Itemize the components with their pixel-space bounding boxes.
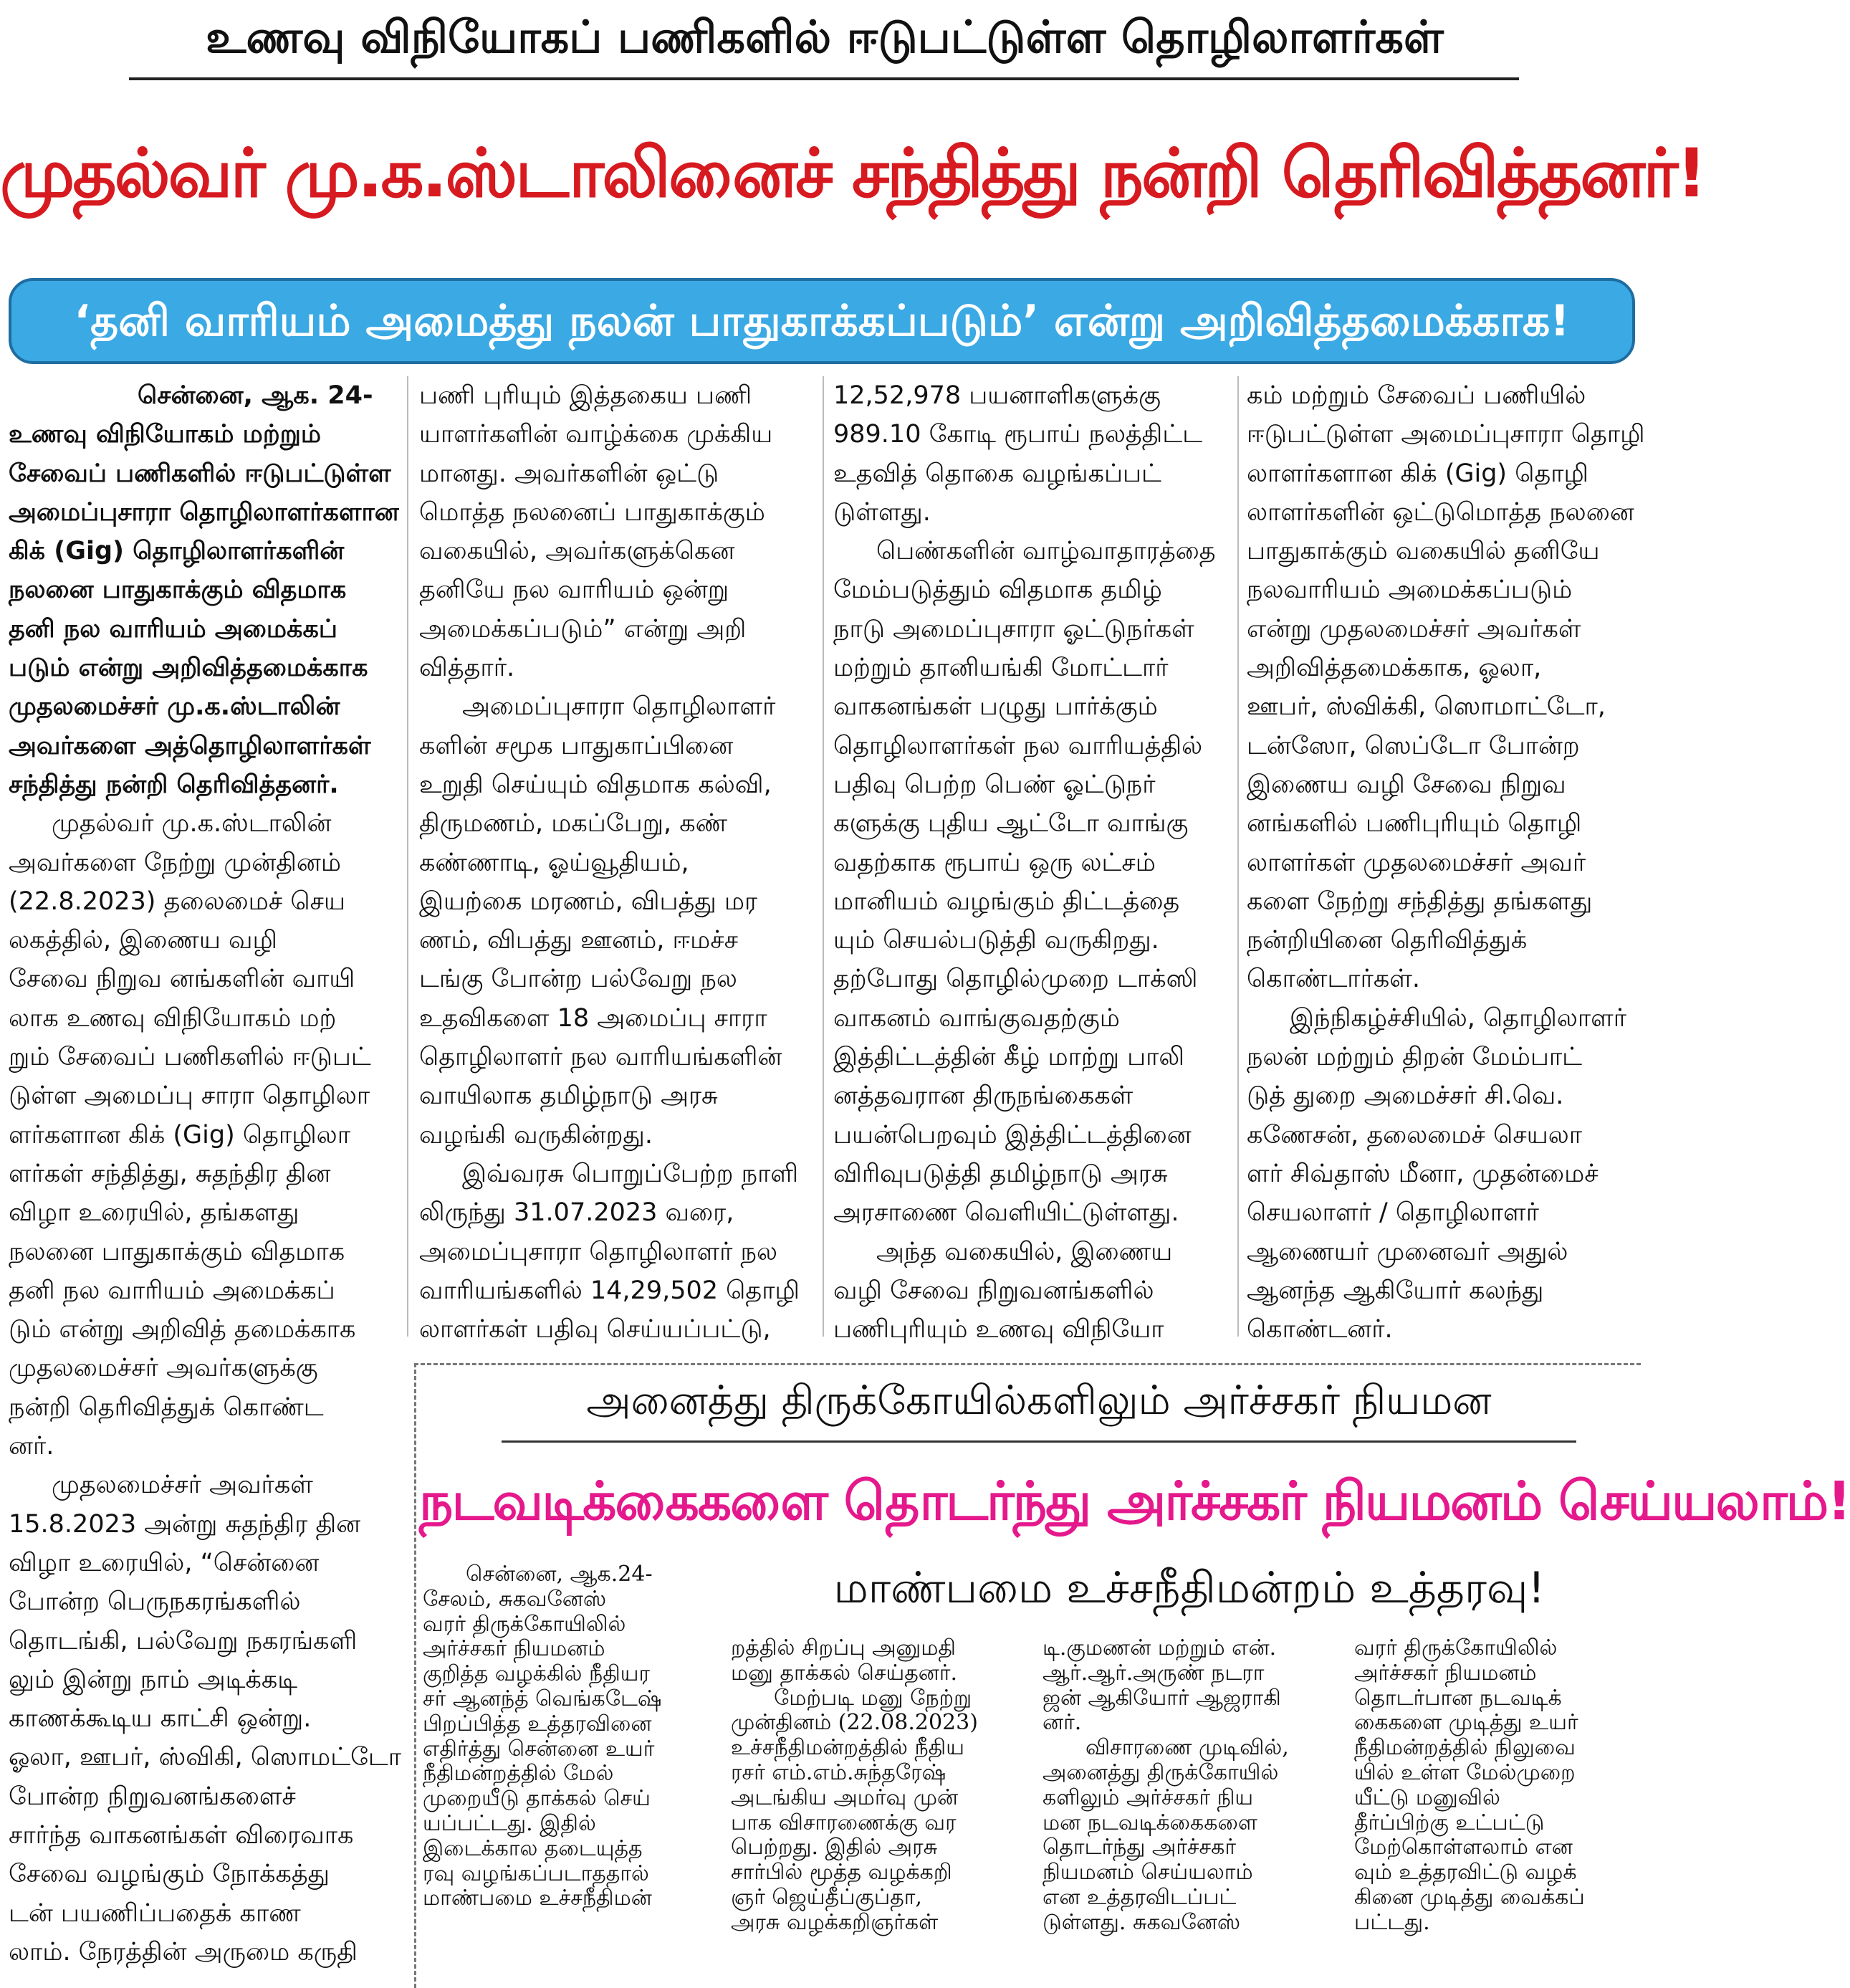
text-line: சார்பில் மூத்த வழக்கறி — [731, 1860, 952, 1886]
text-line: யாளர்களின் வாழ்க்கை முக்கிய — [419, 420, 773, 449]
text-line: 12,52,978 பயனாளிகளுக்கு — [833, 381, 1161, 410]
text-line: டன் பயணிப்பதைக் காண — [9, 1898, 301, 1928]
text-line: முதலமைச்சர் மு.க.ஸ்டாலின் — [9, 692, 340, 722]
text-line: டுத் துறை அமைச்சர் சி.வெ. — [1247, 1081, 1564, 1111]
main-article-column-2 — [419, 376, 813, 1349]
text-line: தொடங்கி, பல்வேறு நகரங்களி — [9, 1626, 358, 1655]
text-line: லகத்தில், இணைய வழி — [9, 926, 278, 955]
text-line: போன்ற பெருநகரங்களில் — [9, 1587, 301, 1617]
text-line: குறித்த வழக்கில் நீதியர — [423, 1661, 650, 1687]
text-line: மேற்கொள்ளலாம் என — [1354, 1835, 1573, 1860]
text-line: றும் சேவைப் பணிகளில் ஈடுபட் — [9, 1043, 371, 1072]
text-line: னங்களில் பணிபுரியும் தொழி — [1247, 809, 1582, 838]
text-line: பிறப்பித்த உத்தரவினை — [423, 1711, 652, 1736]
text-line: டங்கு போன்ற பல்வேறு நல — [419, 965, 737, 994]
text-line: அனைத்து திருக்கோயில் — [1043, 1759, 1279, 1785]
text-line: மன நடவடிக்கைகளை — [1043, 1810, 1257, 1835]
text-line: செயலாளர் / தொழிலாளர் — [1247, 1198, 1539, 1228]
text-line: மானது. அவர்களின் ஒட்டு — [419, 459, 719, 488]
text-line: சென்னை, ஆக.24- — [466, 1562, 653, 1587]
text-line: ஈடுபட்டுள்ள அமைப்புசாரா தொழி — [1247, 420, 1645, 449]
text-line: ஞர் ஜெய்தீப்குப்தா, — [731, 1884, 922, 1910]
text-line: இடைக்கால தடையுத்த — [423, 1835, 643, 1861]
text-line: லாம். நேரத்தின் அருமை கருதி — [9, 1937, 358, 1967]
text-line: எதிர்த்து சென்னை உயர் — [423, 1736, 655, 1762]
text-line: மொத்த நலனைப் பாதுகாக்கும் — [419, 497, 765, 527]
text-line: திருமணம், மகப்பேறு, கண் — [419, 809, 728, 838]
text-line: காணக்கூடிய காட்சி ஒன்று. — [9, 1704, 312, 1734]
text-line: சேவைப் பணிகளில் ஈடுபட்டுள்ள — [9, 459, 391, 488]
text-line: அமைப்புசாரா தொழிலாளர் நல — [419, 1237, 778, 1266]
column-divider — [1237, 376, 1239, 1337]
text-line: வகையில், அவர்களுக்கென — [419, 537, 735, 566]
text-line: தனியே நல வாரியம் ஒன்று — [419, 575, 729, 605]
text-line: பணிபுரியும் உணவு விநியோ — [833, 1315, 1164, 1344]
text-line: றத்தில் சிறப்பு அனுமதி — [731, 1635, 956, 1660]
text-line: அர்ச்சகர் நியமனம் — [423, 1636, 605, 1662]
text-line: வாரியங்களில் 14,29,502 தொழி — [419, 1276, 800, 1305]
text-line: லாளர்கள் முதலமைச்சர் அவர் — [1247, 848, 1586, 877]
text-line: தொழிலாளர்கள் நல வாரியத்தில் — [833, 731, 1203, 760]
text-line: நலனை பாதுகாக்கும் விதமாக — [9, 575, 347, 605]
text-line: மனு தாக்கல் செய்தனர். — [731, 1660, 958, 1686]
text-line: டுள்ள அமைப்பு சாரா தொழிலா — [9, 1081, 370, 1111]
text-line: வழங்கி வருகின்றது. — [419, 1120, 653, 1150]
column-divider — [407, 376, 408, 1337]
text-line: கைகளை முடித்து உயர் — [1354, 1710, 1578, 1736]
text-line: வும் உத்தரவிட்டு வழக் — [1354, 1860, 1577, 1886]
text-line: ளர்களான கிக் (Gig) தொழிலா — [9, 1120, 350, 1150]
text-line: வழி சேவை நிறுவனங்களில் — [833, 1276, 1154, 1305]
text-line: தொடர்பான நடவடிக் — [1354, 1685, 1562, 1711]
text-line: உதவித் தொகை வழங்கப்பட் — [833, 459, 1161, 488]
text-line: மானியம் வழங்கும் திட்டத்தை — [833, 887, 1180, 916]
text-line: கினை முடித்து வைக்கப் — [1354, 1884, 1585, 1910]
second-article-deck: மாண்பமை உச்சநீதிமன்றம் உத்தரவு! — [833, 1563, 1545, 1613]
text-line: முன்தினம் (22.08.2023) — [731, 1710, 978, 1736]
text-line: யீட்டு மனுவில் — [1354, 1784, 1500, 1810]
text-line: சேவை நிறுவ னங்களின் வாயி — [9, 965, 355, 994]
text-line: வித்தார். — [419, 654, 515, 683]
second-article-column-3 — [1043, 1636, 1343, 1936]
text-line: னத்தவரான திருநங்கைகள் — [833, 1081, 1134, 1111]
text-line: சேலம், சுகவனேஸ் — [423, 1586, 607, 1612]
text-line: வரர் திருக்கோயிலில் — [423, 1611, 626, 1637]
second-article-column-2 — [731, 1636, 1032, 1936]
text-line: யும் செயல்படுத்தி வருகிறது. — [833, 926, 1159, 955]
main-article-column-1 — [9, 376, 402, 1972]
text-line: நாடு அமைப்புசாரா ஓட்டுநர்கள் — [833, 614, 1194, 644]
text-line: னர். — [9, 1432, 54, 1461]
text-line: பெண்களின் வாழ்வாதாரத்தை — [876, 537, 1216, 566]
text-line: இந்நிகழ்ச்சியில், தொழிலாளர் — [1290, 1003, 1627, 1033]
text-line: நீதிமன்றத்தில் நிலுவை — [1354, 1735, 1576, 1761]
text-line: விழா உரையில், தங்களது — [9, 1198, 299, 1228]
text-line: களை நேற்று சந்தித்து தங்களது — [1247, 887, 1593, 916]
text-line: டுள்ளது. சுகவனேஸ் — [1043, 1909, 1241, 1935]
text-line: விழா உரையில், “சென்னை — [9, 1548, 320, 1577]
text-line: பயன்பெறவும் இத்திட்டத்தினை — [833, 1120, 1192, 1150]
text-line: விரிவுபடுத்தி தமிழ்நாடு அரசு — [833, 1159, 1168, 1188]
text-line: நலன் மற்றும் திறன் மேம்பாட் — [1247, 1043, 1583, 1072]
text-line: சந்தித்து நன்றி தெரிவித்தனர். — [9, 770, 339, 799]
kicker-underline — [129, 77, 1519, 80]
text-line: கொண்டனர். — [1247, 1315, 1393, 1344]
text-line: டுள்ளது. — [833, 497, 931, 527]
text-line: நலவாரியம் அமைக்கப்படும் — [1247, 575, 1573, 605]
text-line: நியமனம் செய்யலாம் — [1043, 1860, 1253, 1886]
text-line: அடங்கிய அமர்வு முன் — [731, 1784, 959, 1810]
text-line: படும் என்று அறிவித்தமைக்காக — [9, 654, 368, 683]
text-line: சேவை வழங்கும் நோக்கத்து — [9, 1860, 330, 1889]
text-line: ஜன் ஆகியோர் ஆஜராகி — [1043, 1685, 1281, 1711]
text-line: அமைப்புசாரா தொழிலாளர்களான — [9, 497, 399, 527]
text-line: ளர்கள் சந்தித்து, சுதந்திர தின — [9, 1159, 331, 1188]
text-line: பாக விசாரணைக்கு வர — [731, 1810, 957, 1835]
text-line: யில் உள்ள மேல்முறை — [1354, 1759, 1576, 1785]
text-line: நன்றி தெரிவித்துக் கொண்ட — [9, 1392, 324, 1422]
text-line: அறிவித்தமைக்காக, ஓலா, — [1247, 654, 1542, 683]
text-line: அரசு வழக்கறிஞர்கள் — [731, 1909, 939, 1935]
main-article-column-3 — [833, 376, 1227, 1349]
second-article-column-1 — [423, 1562, 724, 1911]
text-line: உறுதி செய்யும் விதமாக கல்வி, — [419, 770, 772, 799]
text-line: சர் ஆனந்த் வெங்கடேஷ் — [423, 1686, 662, 1711]
text-line: டி.குமணன் மற்றும் என். — [1043, 1635, 1277, 1660]
text-line: மேம்படுத்தும் விதமாக தமிழ் — [833, 575, 1162, 605]
text-line: பெற்றது. இதில் அரசு — [731, 1835, 938, 1860]
text-line: வதற்காக ரூபாய் ஒரு லட்சம் — [833, 848, 1156, 877]
text-line: தீர்ப்பிற்கு உட்பட்டு — [1354, 1810, 1545, 1835]
text-line: நன்றியினை தெரிவித்துக் — [1247, 926, 1528, 955]
kicker-heading: உணவு விநியோகப் பணிகளில் ஈடுபட்டுள்ள தொழிலாளர்கள் — [206, 11, 1444, 63]
text-line: லாளர்களின் ஒட்டுமொத்த நலனை — [1247, 497, 1634, 527]
main-article-column-4 — [1247, 376, 1645, 1349]
text-line: வரர் திருக்கோயிலில் — [1354, 1635, 1558, 1660]
text-line: அந்த வகையில், இணைய — [876, 1237, 1173, 1266]
text-line: (22.8.2023) தலைமைச் செய — [9, 887, 345, 916]
text-line: அர்ச்சகர் நியமனம் — [1354, 1660, 1537, 1686]
text-line: என்று முதலமைச்சர் அவர்கள் — [1247, 614, 1581, 644]
text-line: முதலமைச்சர் அவர்களுக்கு — [9, 1354, 318, 1383]
text-line: யப்பட்டது. இதில் — [423, 1810, 596, 1836]
text-line: என உத்தரவிடப்பட் — [1043, 1884, 1237, 1910]
text-line: முதலமைச்சர் அவர்கள் — [52, 1471, 313, 1500]
text-line: ணம், விபத்து ஊனம், ஈமச்ச — [419, 926, 739, 955]
text-line: அரசாணை வெளியிட்டுள்ளது. — [833, 1198, 1179, 1228]
text-line: களிலும் அர்ச்சகர் நிய — [1043, 1784, 1254, 1810]
text-line: முறையீடு தாக்கல் செய் — [423, 1786, 651, 1812]
text-line: அமைக்கப்படும்” என்று அறி — [419, 614, 747, 644]
text-line: ரவு வழங்கப்படாததால் — [423, 1860, 649, 1886]
text-line: வாகனம் வாங்குவதற்கும் — [833, 1003, 1120, 1033]
text-line: டன்ஸோ, ஸெப்டோ போன்ற — [1247, 731, 1580, 760]
text-line: களின் சமூக பாதுகாப்பினை — [419, 731, 734, 760]
text-line: கொண்டார்கள். — [1247, 965, 1420, 994]
text-line: மற்றும் தானியங்கி மோட்டார் — [833, 654, 1169, 683]
banner-subheadline: ‘தனி வாரியம் அமைத்து நலன் பாதுகாக்கப்படும்’ என்று அறிவித்தமைக்காக! — [9, 278, 1635, 364]
text-line: லாளர்கள் பதிவு செய்யப்பட்டு, — [419, 1315, 771, 1344]
text-line: தற்போது தொழில்முறை டாக்ஸி — [833, 965, 1198, 994]
text-line: வாயிலாக தமிழ்நாடு அரசு — [419, 1081, 718, 1111]
text-line: அமைப்புசாரா தொழிலாளர் — [462, 692, 776, 722]
text-line: உச்சநீதிமன்றத்தில் நீதிய — [731, 1735, 964, 1761]
second-article-kicker: அனைத்து திருக்கோயில்களிலும் அர்ச்சகர் நியமன — [586, 1377, 1492, 1424]
text-line: பணி புரியும் இத்தகைய பணி — [419, 381, 752, 410]
text-line: நீதிமன்றத்தில் மேல் — [423, 1761, 614, 1787]
second-article-column-4 — [1354, 1636, 1641, 1936]
text-line: விசாரணை முடிவில், — [1085, 1735, 1289, 1761]
text-line: லிருந்து 31.07.2023 வரை, — [419, 1198, 734, 1228]
second-article-headline: நடவடிக்கைகளை தொடர்ந்து அர்ச்சகர் நியமனம் செய்யலாம்! — [419, 1471, 1850, 1532]
text-line: உதவிகளை 18 அமைப்பு சாரா — [419, 1003, 767, 1033]
main-headline: முதல்வர் மு.க.ஸ்டாலினைச் சந்தித்து நன்றி தெரிவித்தனர்! — [0, 135, 1705, 213]
text-line: இத்திட்டத்தின் கீழ் மாற்று பாலி — [833, 1043, 1185, 1072]
text-line: தொடர்ந்து அர்ச்சகர் — [1043, 1835, 1237, 1860]
text-line: பட்டது. — [1354, 1909, 1430, 1935]
column-divider — [823, 376, 824, 1337]
text-line: தனி நல வாரியம் அமைக்கப் — [9, 1276, 335, 1305]
text-line: ளர் சிவ்தாஸ் மீனா, முதன்மைச் — [1247, 1159, 1599, 1188]
text-line: கம் மற்றும் சேவைப் பணியில் — [1247, 381, 1586, 410]
text-line: ஓலா, ஊபர், ஸ்விகி, ஸொமட்டோ — [9, 1743, 402, 1772]
text-line: அவர்களை அத்தொழிலாளர்கள் — [9, 731, 371, 760]
text-line: இயற்கை மரணம், விபத்து மர — [419, 887, 758, 916]
text-line: சென்னை, ஆக. 24- — [138, 381, 373, 410]
text-line: கிக் (Gig) தொழிலாளர்களின் — [9, 537, 345, 566]
text-line: னர். — [1043, 1710, 1082, 1736]
text-line: உணவு விநியோகம் மற்றும் — [9, 420, 322, 449]
text-line: 15.8.2023 அன்று சுதந்திர தின — [9, 1509, 361, 1539]
text-line: லும் இன்று நாம் அடிக்கடி — [9, 1665, 298, 1694]
text-line: சார்ந்த வாகனங்கள் விரைவாக — [9, 1820, 354, 1850]
text-line: கண்ணாடி, ஓய்வூதியம், — [419, 848, 689, 877]
text-line: கணேசன், தலைமைச் செயலா — [1247, 1120, 1583, 1150]
text-line: லாக உணவு விநியோகம் மற் — [9, 1003, 337, 1033]
text-line: இவ்வரசு பொறுப்பேற்ற நாளி — [462, 1159, 799, 1188]
text-line: டும் என்று அறிவித் தமைக்காக — [9, 1315, 356, 1344]
text-line: பாதுகாக்கும் வகையில் தனியே — [1247, 537, 1600, 566]
text-line: ஆணையர் முனைவர் அதுல் — [1247, 1237, 1568, 1266]
text-line: ஊபர், ஸ்விக்கி, ஸொமாட்டோ, — [1247, 692, 1606, 722]
text-line: களுக்கு புதிய ஆட்டோ வாங்கு — [833, 809, 1189, 838]
text-line: ரசர் எம்.எம்.சுந்தரேஷ் — [731, 1759, 946, 1785]
text-line: நலனை பாதுகாக்கும் விதமாக — [9, 1237, 345, 1266]
text-line: தொழிலாளர் நல வாரியங்களின் — [419, 1043, 782, 1072]
text-line: அவர்களை நேற்று முன்தினம் — [9, 848, 341, 877]
text-line: 989.10 கோடி ரூபாய் நலத்திட்ட — [833, 420, 1203, 449]
text-line: முதல்வர் மு.க.ஸ்டாலின் — [52, 809, 332, 838]
text-line: போன்ற நிறுவனங்களைச் — [9, 1782, 296, 1811]
text-line: இணைய வழி சேவை நிறுவ — [1247, 770, 1566, 799]
text-line: மாண்பமை உச்சநீதிமன் — [423, 1886, 652, 1911]
text-line: தனி நல வாரியம் அமைக்கப் — [9, 614, 337, 644]
second-article-kicker-underline — [502, 1440, 1576, 1443]
text-line: ஆர்.ஆர்.அருண் நடரா — [1043, 1660, 1265, 1686]
text-line: வாகனங்கள் பழுது பார்க்கும் — [833, 692, 1158, 722]
text-line: மேற்படி மனு நேற்று — [774, 1685, 972, 1711]
text-line: லாளர்களான கிக் (Gig) தொழி — [1247, 459, 1588, 488]
text-line: ஆனந்த ஆகியோர் கலந்து — [1247, 1276, 1544, 1305]
text-line: பதிவு பெற்ற பெண் ஓட்டுநர் — [833, 770, 1156, 799]
